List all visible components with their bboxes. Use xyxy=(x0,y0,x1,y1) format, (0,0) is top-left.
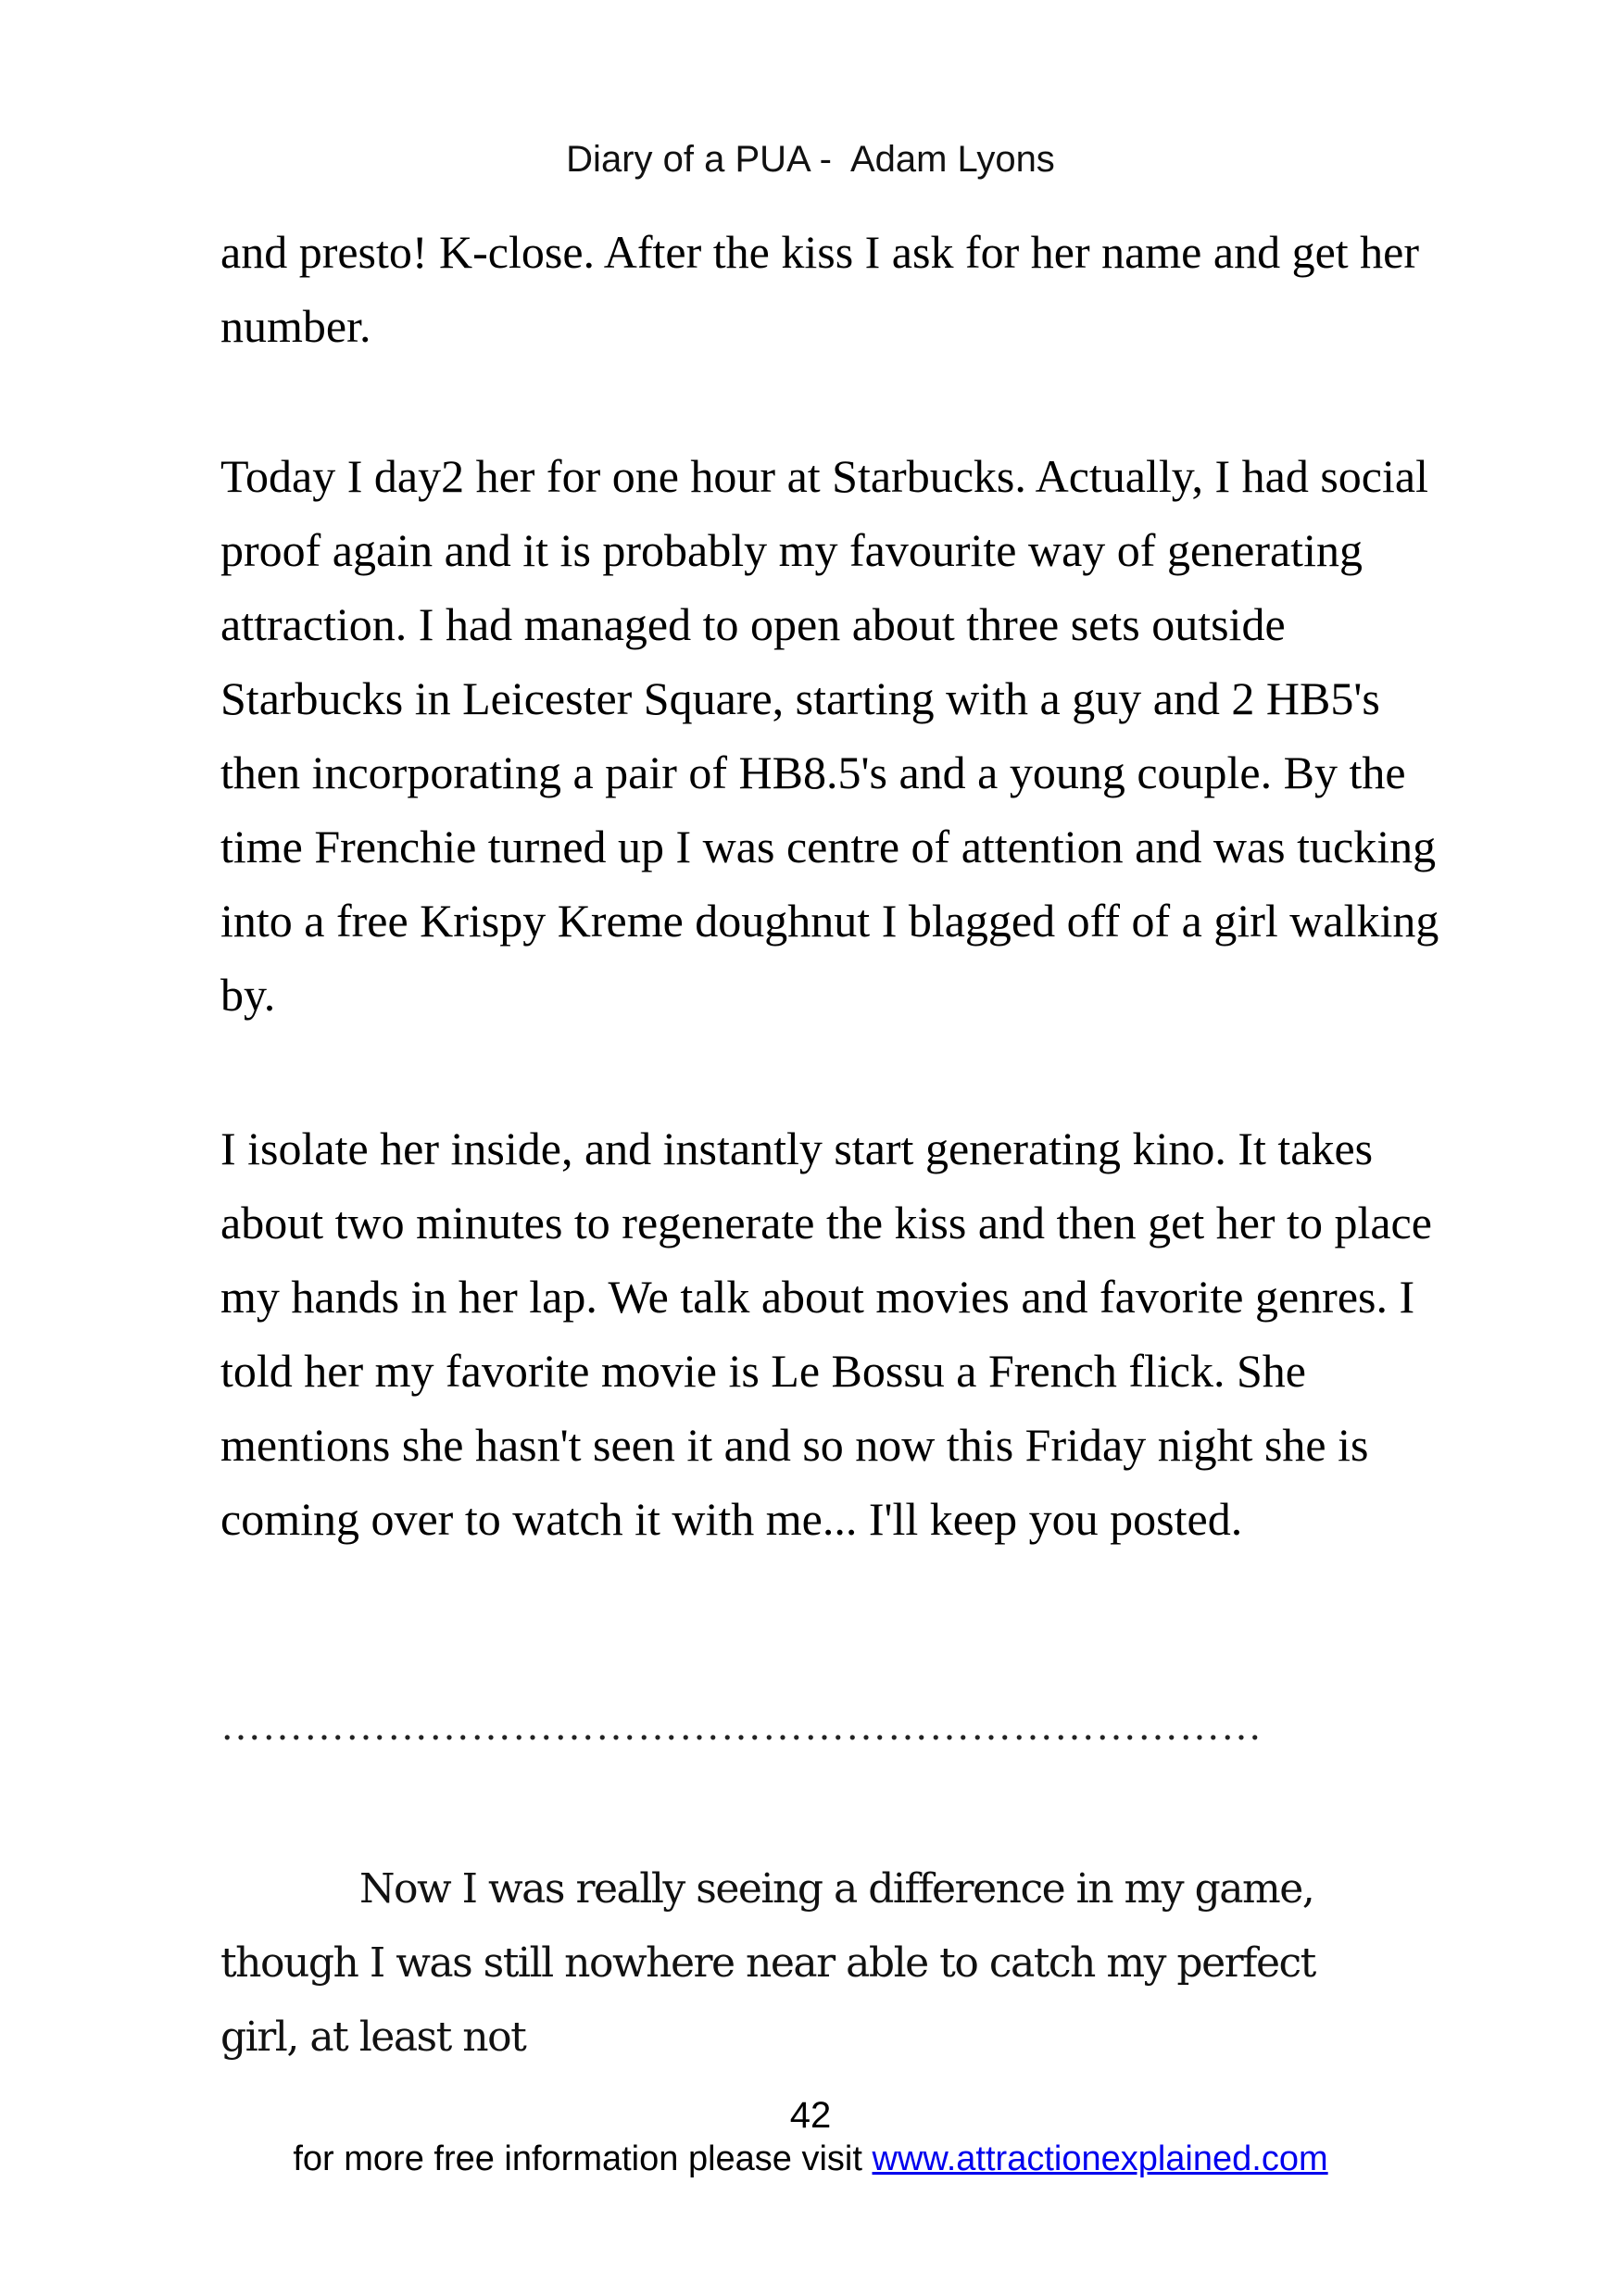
paragraph-day2-starbucks xyxy=(220,439,1462,1032)
paragraph-kclose xyxy=(220,215,1462,363)
narrative-paragraph: Now I was really seeing a difference in my game, though I was still nowhere near able to catch my perfect girl, at least not xyxy=(220,1865,1315,2061)
paragraph-text: and presto! K-close. After the kiss I ask for her name and get her number. xyxy=(220,226,1419,352)
running-header: Diary of a PUA - Adam Lyons xyxy=(566,139,1055,180)
paragraph-isolate-kino xyxy=(220,1111,1462,1556)
page-number: 42 xyxy=(789,2095,832,2136)
paragraph-text: I isolate her inside, and instantly start generating kino. It takes about two minutes to regenerate the kiss and then get her to place my hands in her lap. We talk about movies and favorite genres. I told her my favorite movie is Le Bossu a French flick. She mentions she hasn't seen it and so now this Friday night she is coming over to watch it with me... I'll keep you posted. xyxy=(220,1123,1432,1545)
dotted-separator: ………………………………………………………………… xyxy=(220,1703,1263,1749)
footer-promo xyxy=(0,2139,1621,2179)
paragraph-text: Today I day2 her for one hour at Starbucks. Actually, I had social proof again and it is probably my favourite way of generating attraction. I had managed to open about three sets outside Starbucks in Leicester Square, starting with a guy and 2 HB5's then incorporating a pair of HB8.5's and a young couple. By the time Frenchie turned up I was centre of attention and was tucking into a free Krispy Kreme doughnut I blagged off of a girl walking by. xyxy=(220,450,1439,1021)
footer-website-link[interactable]: www.attractionexplained.com xyxy=(872,2139,1328,2178)
footer-promo-text: for more free information please visit xyxy=(293,2139,873,2178)
